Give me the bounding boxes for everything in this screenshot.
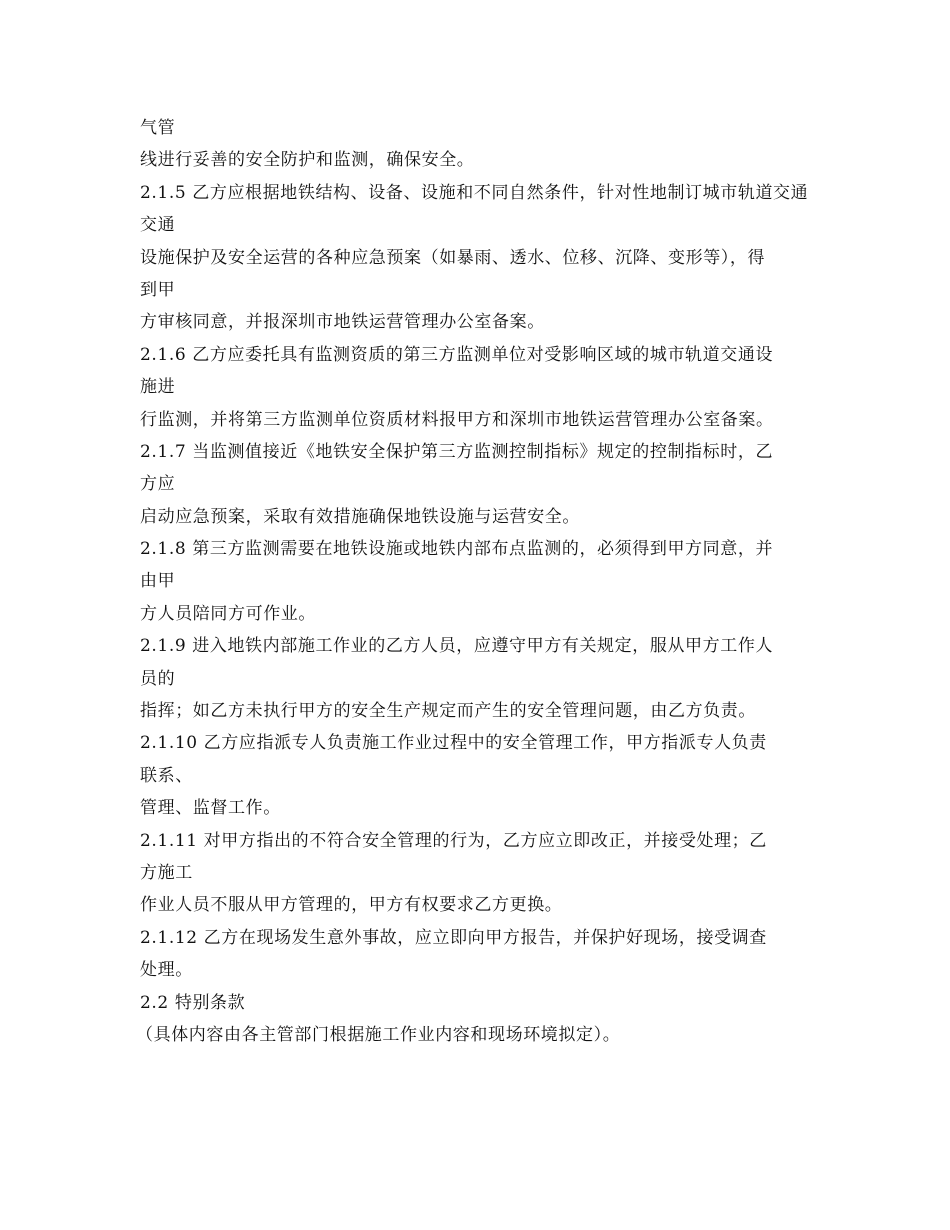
text-line: 2.1.6 乙方应委托具有监测资质的第三方监测单位对受影响区域的城市轨道交通设 (140, 344, 774, 365)
text-line: 2.1.7 当监测值接近《地铁安全保护第三方监测控制指标》规定的控制指标时，乙 (140, 441, 774, 462)
text-line: 交通 (140, 215, 176, 236)
text-line: 设施保护及安全运营的各种应急预案（如暴雨、透水、位移、沉降、变形等），得 (140, 247, 766, 268)
text-line: 联系、 (140, 765, 193, 786)
text-line: 启动应急预案，采取有效措施确保地铁设施与运营安全。 (140, 506, 580, 527)
text-line: 作业人员不服从甲方管理的，甲方有权要求乙方更换。 (140, 895, 563, 916)
text-line: 2.1.5 乙方应根据地铁结构、设备、设施和不同自然条件，针对性地制订城市轨道交通 (140, 182, 809, 203)
text-line: 方施工 (140, 862, 193, 883)
text-line: 方审核同意，并报深圳市地铁运营管理办公室备案。 (140, 312, 545, 333)
document-body (136, 112, 820, 1051)
text-line: 行监测，并将第三方监测单位资质材料报甲方和深圳市地铁运营管理办公室备案。 (140, 409, 774, 430)
text-line: 2.1.8 第三方监测需要在地铁设施或地铁内部布点监测的，必须得到甲方同意，并 (140, 539, 774, 560)
text-line: 方人员陪同方可作业。 (140, 603, 316, 624)
text-line: 到甲 (140, 279, 176, 300)
text-line: 处理。 (140, 960, 193, 981)
text-line: 员的 (140, 668, 176, 689)
text-line: 2.1.10 乙方应指派专人负责施工作业过程中的安全管理工作，甲方指派专人负责 (140, 733, 767, 754)
text-line: 管理、监督工作。 (140, 798, 281, 819)
text-line: 线进行妥善的安全防护和监测，确保安全。 (140, 150, 475, 171)
text-line: （具体内容由各主管部门根据施工作业内容和现场环境拟定）。 (136, 1024, 621, 1045)
text-line: 施进 (140, 377, 176, 398)
text-line: 2.1.9 进入地铁内部施工作业的乙方人员，应遵守甲方有关规定，服从甲方工作人 (140, 636, 774, 657)
text-line: 2.1.12 乙方在现场发生意外事故，应立即向甲方报告，并保护好现场，接受调查 (140, 927, 767, 948)
text-line: 气管 (140, 118, 176, 138)
text-line: 由甲 (140, 571, 176, 592)
text-line: 方应 (140, 474, 176, 495)
section-heading: 2.2 特别条款 (140, 992, 246, 1013)
text-line: 指挥；如乙方未执行甲方的安全生产规定而产生的安全管理问题，由乙方负责。 (140, 701, 756, 722)
text-line: 2.1.11 对甲方指出的不符合安全管理的行为，乙方应立即改正，并接受处理；乙 (140, 830, 767, 851)
